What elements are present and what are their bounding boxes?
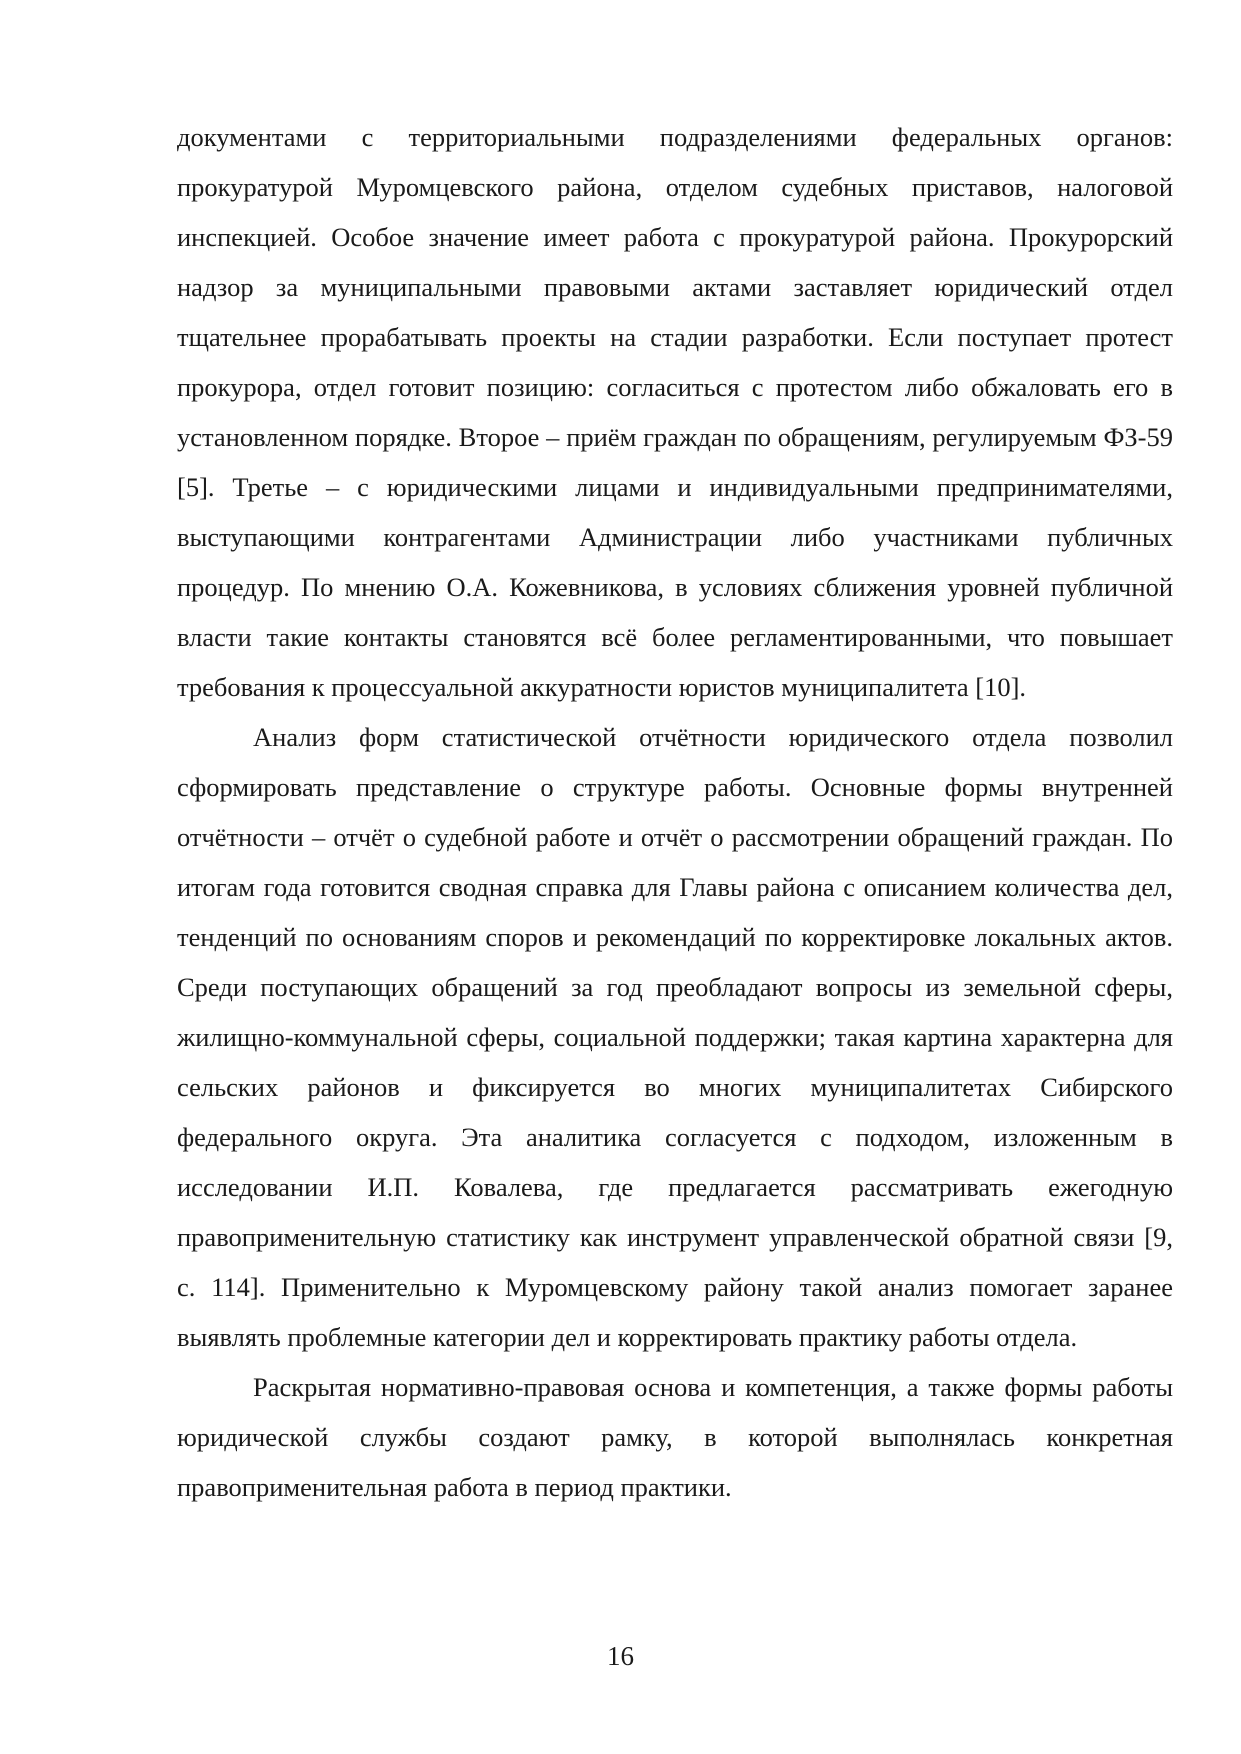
paragraph-continuation: документами с территориальными подразделениями федеральных органов: прокуратурой Муромцевского района, отделом судебных приставов, налоговой инспекцией. Особое значение имеет работа с прокуратурой района. Прокурорский надзор за муниципальными правовыми актами заставляет юридический отдел тщательнее прорабатывать проекты на стадии разработки. Если поступает протест прокурора, отдел готовит позицию: согласиться с протестом либо обжаловать его в установленном порядке. Второе – приём граждан по обращениям, регулируемым ФЗ-59 [5]. Третье – с юридическими лицами и индивидуальными предпринимателями, выступающими контрагентами Администрации либо участниками публичных процедур. По мнению О.А. Кожевникова, в условиях сближения уровней публичной власти такие контакты становятся всё более регламентированными, что повышает требования к процессуальной аккуратности юристов муниципалитета [10]. <box>177 122 1173 702</box>
page-number: 16 <box>607 1641 634 1671</box>
paragraph-statistics-analysis: Анализ форм статистической отчётности юридического отдела позволил сформировать представление о структуре работы. Основные формы внутренней отчётности – отчёт о судебной работе и отчёт о рассмотрении обращений граждан. По итогам года готовится сводная справка для Главы района с описанием количества дел, тенденций по основаниям споров и рекомендаций по корректировке локальных актов. Среди поступающих обращений за год преобладают вопросы из земельной сферы, жилищно-коммунальной сферы, социальной поддержки; такая картина характерна для сельских районов и фиксируется во многих муниципалитетах Сибирского федерального округа. Эта аналитика согласуется с подходом, изложенным в исследовании И.П. Ковалева, где предлагается рассматривать ежегодную правоприменительную статистику как инструмент управленческой обратной связи [9, с. 114]. Применительно к Муромцевскому району такой анализ помогает заранее выявлять проблемные категории дел и корректировать практику работы отдела. <box>177 722 1173 1352</box>
paragraph-conclusion: Раскрытая нормативно-правовая основа и компетенция, а также формы работы юридической службы создают рамку, в которой выполнялась конкретная правоприменительная работа в период практики. <box>177 1372 1173 1502</box>
body-text <box>177 112 1173 1512</box>
